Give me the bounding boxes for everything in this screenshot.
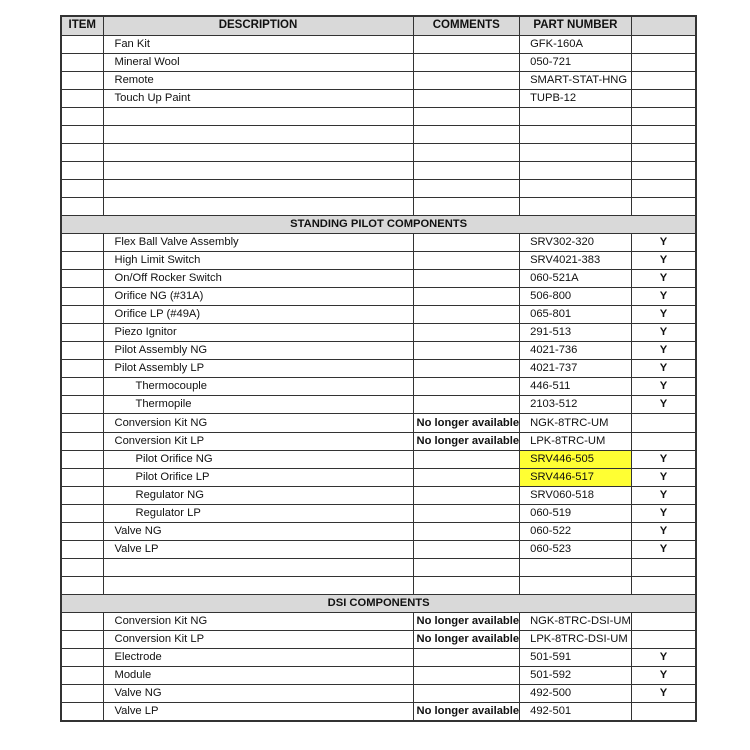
table-row — [61, 252, 696, 270]
table-row — [61, 558, 696, 576]
item-cell — [61, 252, 103, 270]
comment-cell — [413, 53, 520, 71]
item-cell — [61, 378, 103, 396]
comment-cell — [413, 576, 520, 594]
comment-cell — [413, 107, 520, 125]
description-cell: Fan Kit — [103, 35, 413, 53]
description-cell: Module — [103, 667, 413, 685]
table-row — [61, 631, 696, 649]
part-number-cell — [520, 179, 632, 197]
description-cell: Touch Up Paint — [103, 89, 413, 107]
description-cell — [103, 125, 413, 143]
flag-cell — [631, 53, 696, 71]
description-cell — [103, 576, 413, 594]
comment-cell — [413, 197, 520, 215]
section-header-row — [61, 594, 696, 612]
part-number-cell: SRV446-517 — [520, 468, 632, 486]
table-row — [61, 468, 696, 486]
item-cell — [61, 53, 103, 71]
description-cell: Orifice NG (#31A) — [103, 288, 413, 306]
part-number-cell — [520, 558, 632, 576]
header-item: ITEM — [61, 16, 103, 35]
item-cell — [61, 432, 103, 450]
flag-cell — [631, 35, 696, 53]
comment-cell: No longer available — [413, 613, 520, 631]
item-cell — [61, 288, 103, 306]
flag-cell: Y — [631, 234, 696, 252]
table-row — [61, 685, 696, 703]
item-cell — [61, 667, 103, 685]
item-cell — [61, 143, 103, 161]
part-number-cell: 501-592 — [520, 667, 632, 685]
description-cell: Pilot Orifice NG — [103, 450, 413, 468]
comment-cell — [413, 306, 520, 324]
part-number-cell: 060-522 — [520, 522, 632, 540]
part-number-cell: 501-591 — [520, 649, 632, 667]
item-cell — [61, 89, 103, 107]
table-row — [61, 197, 696, 215]
table-row — [61, 107, 696, 125]
table-row — [61, 53, 696, 71]
item-cell — [61, 270, 103, 288]
section-header-row — [61, 215, 696, 233]
description-cell: Piezo Ignitor — [103, 324, 413, 342]
part-number-cell: TUPB-12 — [520, 89, 632, 107]
comment-cell — [413, 324, 520, 342]
comment-cell: No longer available — [413, 414, 520, 432]
flag-cell: Y — [631, 270, 696, 288]
item-cell — [61, 613, 103, 631]
description-cell: Regulator LP — [103, 504, 413, 522]
flag-cell: Y — [631, 360, 696, 378]
table-row — [61, 522, 696, 540]
flag-cell: Y — [631, 486, 696, 504]
section-title: DSI COMPONENTS — [61, 594, 696, 612]
table-row — [61, 432, 696, 450]
comment-cell — [413, 396, 520, 414]
table-row — [61, 396, 696, 414]
flag-cell — [631, 197, 696, 215]
flag-cell: Y — [631, 649, 696, 667]
comment-cell — [413, 234, 520, 252]
flag-cell: Y — [631, 504, 696, 522]
flag-cell: Y — [631, 252, 696, 270]
flag-cell: Y — [631, 468, 696, 486]
part-number-cell — [520, 143, 632, 161]
table-row — [61, 667, 696, 685]
description-cell: Conversion Kit NG — [103, 613, 413, 631]
part-number-cell: 050-721 — [520, 53, 632, 71]
table-row — [61, 71, 696, 89]
flag-cell: Y — [631, 540, 696, 558]
description-cell — [103, 161, 413, 179]
comment-cell — [413, 649, 520, 667]
table-row — [61, 576, 696, 594]
item-cell — [61, 71, 103, 89]
item-cell — [61, 631, 103, 649]
part-number-cell: NGK-8TRC-UM — [520, 414, 632, 432]
part-number-cell — [520, 107, 632, 125]
part-number-cell: 4021-736 — [520, 342, 632, 360]
comment-cell: No longer available — [413, 703, 520, 722]
description-cell: Pilot Assembly NG — [103, 342, 413, 360]
part-number-cell — [520, 576, 632, 594]
comment-cell — [413, 685, 520, 703]
comment-cell — [413, 179, 520, 197]
description-cell: Conversion Kit LP — [103, 432, 413, 450]
table-row — [61, 504, 696, 522]
description-cell: Conversion Kit LP — [103, 631, 413, 649]
flag-cell — [631, 143, 696, 161]
comment-cell — [413, 450, 520, 468]
item-cell — [61, 649, 103, 667]
comment-cell: No longer available — [413, 432, 520, 450]
part-number-cell: 291-513 — [520, 324, 632, 342]
part-number-cell: 446-511 — [520, 378, 632, 396]
part-number-cell: SMART-STAT-HNG — [520, 71, 632, 89]
comment-cell — [413, 35, 520, 53]
item-cell — [61, 468, 103, 486]
description-cell: Remote — [103, 71, 413, 89]
flag-cell — [631, 576, 696, 594]
item-cell — [61, 324, 103, 342]
item-cell — [61, 685, 103, 703]
part-number-cell: 492-501 — [520, 703, 632, 722]
comment-cell — [413, 558, 520, 576]
comment-cell — [413, 667, 520, 685]
item-cell — [61, 35, 103, 53]
part-number-cell: 506-800 — [520, 288, 632, 306]
item-cell — [61, 197, 103, 215]
flag-cell — [631, 89, 696, 107]
flag-cell: Y — [631, 667, 696, 685]
item-cell — [61, 558, 103, 576]
flag-cell: Y — [631, 450, 696, 468]
table-body — [61, 35, 696, 721]
comment-cell — [413, 468, 520, 486]
item-cell — [61, 179, 103, 197]
part-number-cell: 060-519 — [520, 504, 632, 522]
table-row — [61, 306, 696, 324]
flag-cell — [631, 71, 696, 89]
description-cell: Valve NG — [103, 685, 413, 703]
header-comments: COMMENTS — [413, 16, 520, 35]
table-row — [61, 360, 696, 378]
flag-cell — [631, 161, 696, 179]
description-cell: Pilot Assembly LP — [103, 360, 413, 378]
part-number-cell: SRV446-505 — [520, 450, 632, 468]
header-row — [61, 16, 696, 35]
description-cell: Valve NG — [103, 522, 413, 540]
comment-cell — [413, 143, 520, 161]
item-cell — [61, 414, 103, 432]
item-cell — [61, 360, 103, 378]
flag-cell — [631, 107, 696, 125]
part-number-cell: NGK-8TRC-DSI-UM — [520, 613, 632, 631]
item-cell — [61, 522, 103, 540]
comment-cell — [413, 342, 520, 360]
table-row — [61, 649, 696, 667]
item-cell — [61, 107, 103, 125]
part-number-cell: 060-523 — [520, 540, 632, 558]
comment-cell: No longer available — [413, 631, 520, 649]
comment-cell — [413, 71, 520, 89]
part-number-cell: 4021-737 — [520, 360, 632, 378]
flag-cell: Y — [631, 396, 696, 414]
part-number-cell: LPK-8TRC-UM — [520, 432, 632, 450]
table-row — [61, 161, 696, 179]
header-description: DESCRIPTION — [103, 16, 413, 35]
part-number-cell: SRV060-518 — [520, 486, 632, 504]
comment-cell — [413, 522, 520, 540]
description-cell: Pilot Orifice LP — [103, 468, 413, 486]
item-cell — [61, 306, 103, 324]
description-cell: Thermopile — [103, 396, 413, 414]
table-row — [61, 125, 696, 143]
table-row — [61, 270, 696, 288]
item-cell — [61, 540, 103, 558]
flag-cell: Y — [631, 324, 696, 342]
flag-cell: Y — [631, 685, 696, 703]
table-row — [61, 703, 696, 722]
table-row — [61, 89, 696, 107]
flag-cell: Y — [631, 288, 696, 306]
comment-cell — [413, 270, 520, 288]
item-cell — [61, 450, 103, 468]
table-row — [61, 234, 696, 252]
comment-cell — [413, 125, 520, 143]
description-cell: Electrode — [103, 649, 413, 667]
table-row — [61, 342, 696, 360]
table-row — [61, 35, 696, 53]
comment-cell — [413, 161, 520, 179]
description-cell — [103, 107, 413, 125]
table-row — [61, 143, 696, 161]
description-cell — [103, 197, 413, 215]
part-number-cell — [520, 125, 632, 143]
description-cell — [103, 558, 413, 576]
comment-cell — [413, 288, 520, 306]
flag-cell — [631, 125, 696, 143]
flag-cell: Y — [631, 342, 696, 360]
table-row — [61, 288, 696, 306]
part-number-cell: 2103-512 — [520, 396, 632, 414]
item-cell — [61, 125, 103, 143]
table-row — [61, 540, 696, 558]
parts-table — [60, 15, 697, 722]
comment-cell — [413, 378, 520, 396]
item-cell — [61, 342, 103, 360]
description-cell: On/Off Rocker Switch — [103, 270, 413, 288]
description-cell: High Limit Switch — [103, 252, 413, 270]
description-cell: Regulator NG — [103, 486, 413, 504]
item-cell — [61, 396, 103, 414]
part-number-cell: SRV302-320 — [520, 234, 632, 252]
description-cell: Valve LP — [103, 540, 413, 558]
description-cell: Orifice LP (#49A) — [103, 306, 413, 324]
description-cell: Valve LP — [103, 703, 413, 722]
comment-cell — [413, 504, 520, 522]
flag-cell — [631, 631, 696, 649]
flag-cell — [631, 613, 696, 631]
item-cell — [61, 504, 103, 522]
table-row — [61, 324, 696, 342]
part-number-cell — [520, 161, 632, 179]
description-cell — [103, 179, 413, 197]
table-row — [61, 450, 696, 468]
comment-cell — [413, 89, 520, 107]
flag-cell — [631, 558, 696, 576]
flag-cell: Y — [631, 306, 696, 324]
part-number-cell — [520, 197, 632, 215]
description-cell: Thermocouple — [103, 378, 413, 396]
part-number-cell: LPK-8TRC-DSI-UM — [520, 631, 632, 649]
part-number-cell: 065-801 — [520, 306, 632, 324]
flag-cell — [631, 703, 696, 722]
description-cell: Mineral Wool — [103, 53, 413, 71]
table-row — [61, 486, 696, 504]
item-cell — [61, 576, 103, 594]
description-cell: Conversion Kit NG — [103, 414, 413, 432]
item-cell — [61, 703, 103, 722]
description-cell — [103, 143, 413, 161]
item-cell — [61, 486, 103, 504]
header-part-number: PART NUMBER — [520, 16, 632, 35]
table-row — [61, 613, 696, 631]
comment-cell — [413, 360, 520, 378]
table-row — [61, 179, 696, 197]
table-row — [61, 378, 696, 396]
comment-cell — [413, 486, 520, 504]
part-number-cell: 492-500 — [520, 685, 632, 703]
flag-cell: Y — [631, 522, 696, 540]
description-cell: Flex Ball Valve Assembly — [103, 234, 413, 252]
part-number-cell: GFK-160A — [520, 35, 632, 53]
comment-cell — [413, 540, 520, 558]
flag-cell — [631, 414, 696, 432]
header-flag — [631, 16, 696, 35]
flag-cell — [631, 179, 696, 197]
flag-cell: Y — [631, 378, 696, 396]
item-cell — [61, 234, 103, 252]
section-title: STANDING PILOT COMPONENTS — [61, 215, 696, 233]
part-number-cell: SRV4021-383 — [520, 252, 632, 270]
table-row — [61, 414, 696, 432]
part-number-cell: 060-521A — [520, 270, 632, 288]
flag-cell — [631, 432, 696, 450]
comment-cell — [413, 252, 520, 270]
item-cell — [61, 161, 103, 179]
